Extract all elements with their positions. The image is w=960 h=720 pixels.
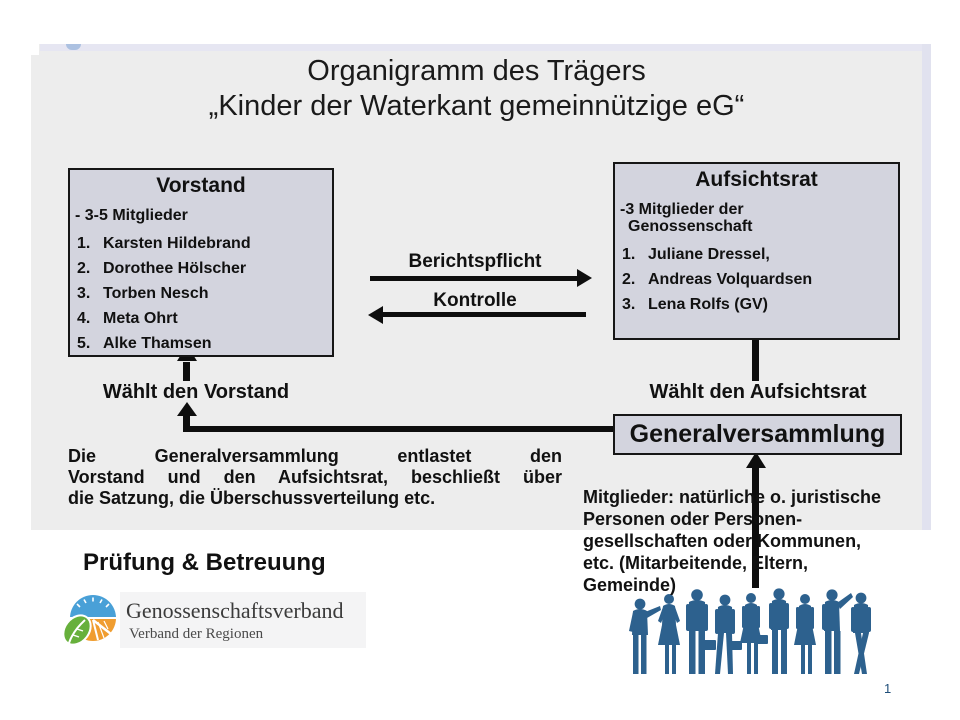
entlastung-paragraph [68,446,562,509]
logo-tagline: Verband der Regionen [129,626,264,642]
aufsichtsrat-member-list [615,247,898,313]
mitglieder-paragraph [583,486,949,596]
member-number: 1. [77,235,91,252]
list-item [77,311,332,327]
page-number: 1 [884,681,892,696]
kontrolle-arrow [383,312,586,317]
mitglieder-line: gesellschaften oder Kommunen, [583,531,862,551]
member-number: 1. [622,246,636,263]
berichtspflicht-arrow [370,276,577,281]
aufsichtsrat-note-line1: -3 Mitglieder der [620,201,744,218]
entlastung-line: die Satzung, die Überschussverteilung etc. [68,488,436,508]
generalversammlung-box [613,414,902,455]
people-silhouettes-image [627,583,877,676]
panel-top-strip [40,44,922,51]
into-vorstand-arrow [183,362,190,381]
gv-to-vorstand-elbow-arrow [186,426,613,432]
list-item [77,336,332,352]
aufsichtsrat-note-line2: Genossenschaft [628,218,753,235]
berichtspflicht-label: Berichtspflicht [408,251,542,272]
vorstand-box [68,168,334,357]
mitglieder-line: etc. (Mitarbeitende, Eltern, [583,553,809,573]
slide-title-line1: Organigramm des Trägers [307,55,646,87]
aufsichtsrat-box [613,162,900,340]
member-name: Torben Nesch [103,285,209,302]
member-number: 3. [77,285,91,302]
aufsichtsrat-note [620,201,898,235]
list-item [622,247,898,263]
entlastung-line: Vorstand und den Aufsichtsrat, beschließt über [68,467,562,487]
slide-title-line2: „Kinder der Waterkant gemeinnützige eG“ [208,90,745,122]
pruefung-betreuung-heading: Prüfung & Betreuung [83,549,326,576]
aufsichtsrat-title: Aufsichtsrat [695,168,818,191]
slide-title [31,54,922,124]
mitglieder-line: Gemeinde) [583,575,677,595]
waehlt-aufsichtsrat-label: Wählt den Aufsichtsrat [649,381,867,403]
member-name: Meta Ohrt [103,310,178,327]
panel-right-strip [922,44,931,530]
member-name: Alke Thamsen [103,335,212,352]
list-item [77,236,332,252]
member-number: 4. [77,310,91,327]
list-item [622,272,898,288]
member-name: Andreas Volquardsen [648,271,813,288]
list-item [77,261,332,277]
vorstand-title: Vorstand [156,174,246,197]
member-name: Karsten Hildebrand [103,235,251,252]
member-name: Juliane Dressel, [648,246,770,263]
member-number: 5. [77,335,91,352]
list-item [77,286,332,302]
member-number: 3. [622,296,636,313]
genossenschaftsverband-logo-icon [64,591,120,649]
gv-to-vorstand-arrowhead-icon [177,402,197,416]
member-number: 2. [622,271,636,288]
mitglieder-line: Personen oder Personen- [583,509,803,529]
vorstand-member-list [70,236,332,352]
waehlt-vorstand-label: Wählt den Vorstand [102,381,290,403]
member-name: Dorothee Hölscher [103,260,247,277]
list-item [622,297,898,313]
vorstand-note: - 3-5 Mitglieder [75,207,188,224]
logo-wordmark: Genossenschaftsverband [126,598,344,623]
entlastung-line: Die Generalversammlung entlastet den [68,446,562,466]
generalversammlung-title: Generalversammlung [629,420,886,448]
into-aufsichtsrat-arrow [752,338,759,381]
member-number: 2. [77,260,91,277]
kontrolle-label: Kontrolle [433,290,517,311]
member-name: Lena Rolfs (GV) [648,296,769,313]
mitglieder-line: Mitglieder: natürliche o. juristische [583,487,882,507]
